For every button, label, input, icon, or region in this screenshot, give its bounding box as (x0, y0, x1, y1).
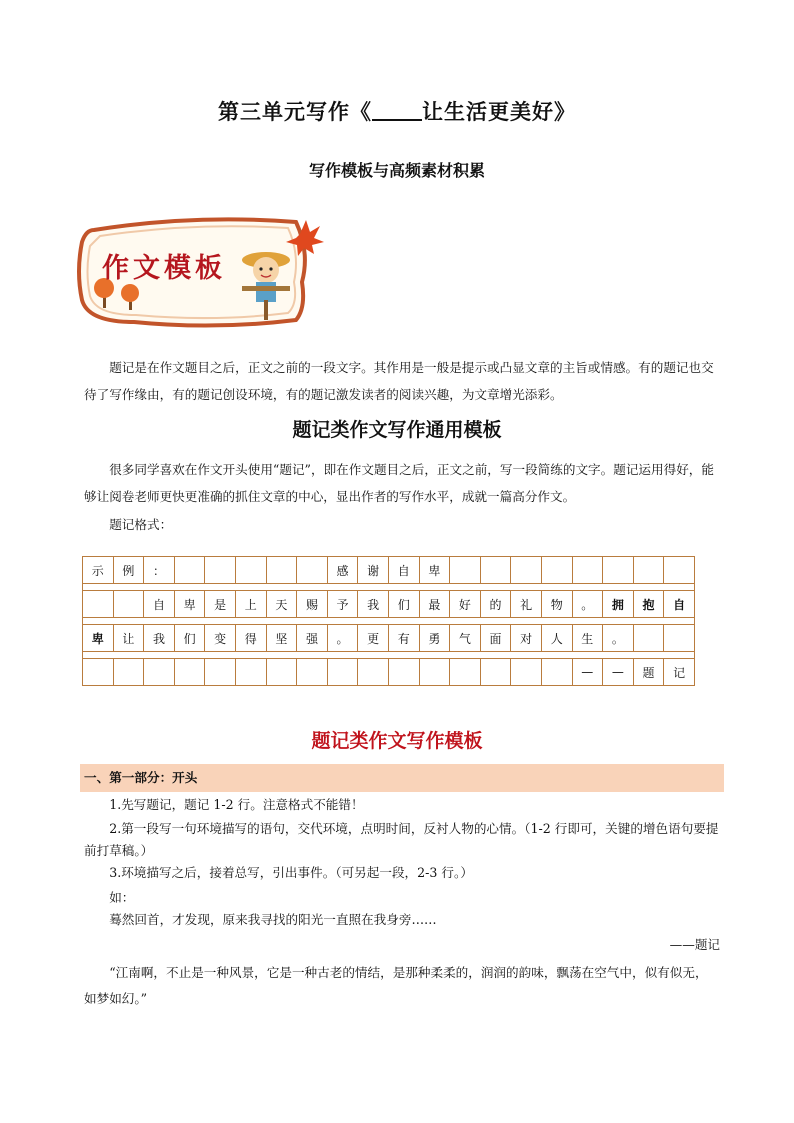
title-suffix: 让生活更美好》 (422, 100, 576, 124)
grid-cell (266, 557, 297, 584)
grid-cell (205, 557, 236, 584)
grid-cell (266, 659, 297, 686)
grid-cell: 勇 (419, 625, 450, 652)
grid-cell (327, 659, 358, 686)
page-title (0, 96, 794, 126)
title-prefix: 第三单元写作《 (218, 100, 372, 124)
section-title-template: 题记类作文写作模板 (311, 730, 483, 752)
grid-row (83, 591, 695, 618)
grid-cell (83, 591, 114, 618)
grid-cell: 抱 (633, 591, 664, 618)
grid-cell: 上 (235, 591, 266, 618)
grid-cell (511, 557, 542, 584)
grid-cell: 感 (327, 557, 358, 584)
grid-cell (450, 659, 481, 686)
grid-cell: 卑 (174, 591, 205, 618)
grid-gap-cell (83, 618, 695, 625)
grid-cell: 自 (388, 557, 419, 584)
grid-cell: 有 (388, 625, 419, 652)
grid-cell (603, 557, 634, 584)
grid-cell: 生 (572, 625, 603, 652)
grid-cell: 坚 (266, 625, 297, 652)
grid-cell: 们 (174, 625, 205, 652)
grid-cell (144, 659, 175, 686)
grid-gap-cell (83, 584, 695, 591)
quote-paragraph: “江南啊，不止是一种风景，它是一种古老的情结，是那种柔柔的，润润的韵味，飘荡在空气中，似有似无，如梦如幻。” (84, 965, 708, 1006)
title-blank (372, 101, 422, 121)
grid-cell: 物 (541, 591, 572, 618)
page-subtitle: 写作模板与高频素材积累 (308, 161, 485, 180)
grid-cell: ： (144, 557, 175, 584)
grid-cell (664, 625, 695, 652)
grid-cell: 谢 (358, 557, 389, 584)
grid-cell: 予 (327, 591, 358, 618)
grid-cell: 赐 (297, 591, 328, 618)
grid-cell (511, 659, 542, 686)
grid-cell: 对 (511, 625, 542, 652)
manuscript-grid (82, 556, 695, 686)
grid-cell (480, 659, 511, 686)
grid-cell: 。 (327, 625, 358, 652)
grid-gap-row (83, 618, 695, 625)
grid-cell: 强 (297, 625, 328, 652)
grid-cell (572, 557, 603, 584)
grid-cell: 礼 (511, 591, 542, 618)
grid-cell (297, 557, 328, 584)
grid-cell (450, 557, 481, 584)
grid-cell: 我 (358, 591, 389, 618)
grid-row (83, 659, 695, 686)
example-label: 如： (109, 890, 135, 905)
grid-cell (235, 659, 266, 686)
grid-cell: 。 (572, 591, 603, 618)
section-title-general-template: 题记类作文写作通用模板 (292, 419, 502, 441)
grid-gap-row (83, 584, 695, 591)
grid-cell (297, 659, 328, 686)
grid-row (83, 625, 695, 652)
grid-cell: 气 (450, 625, 481, 652)
grid-gap-cell (83, 652, 695, 659)
grid-cell: 题 (633, 659, 664, 686)
grid-cell: 我 (144, 625, 175, 652)
grid-cell: 们 (388, 591, 419, 618)
grid-cell: 示 (83, 557, 114, 584)
grid-cell (113, 591, 144, 618)
intro-paragraph: 题记是在作文题目之后，正文之前的一段文字。其作用是一般是提示或凸显文章的主旨或情感。有的题记也交待了写作缘由，有的题记创设环境，有的题记激发读者的阅读兴趣，为文章增光添彩。 (84, 360, 714, 402)
grid-cell (664, 557, 695, 584)
grid-cell: 拥 (603, 591, 634, 618)
grid-cell: 好 (450, 591, 481, 618)
format-label: 题记格式： (109, 517, 173, 532)
grid-cell (174, 557, 205, 584)
grid-cell: 更 (358, 625, 389, 652)
example-line: 蓦然回首，才发现，原来我寻找的阳光一直照在我身旁…… (109, 912, 437, 927)
grid-cell (541, 557, 572, 584)
item-3: 3.环境描写之后，接着总写，引出事件。（可另起一段，2-3 行。） (109, 865, 473, 880)
grid-cell: 让 (113, 625, 144, 652)
grid-cell: 面 (480, 625, 511, 652)
grid-cell (113, 659, 144, 686)
grid-cell: 记 (664, 659, 695, 686)
grid-cell (541, 659, 572, 686)
grid-cell (633, 557, 664, 584)
example-signature: ——题记 (669, 937, 720, 952)
item-2: 2.第一段写一句环境描写的语句，交代环境，点明时间，反衬人物的心情。（1-2 行即可，关键的增色语句要提前打草稿。） (84, 821, 719, 858)
grid-cell: 。 (603, 625, 634, 652)
grid-cell: — (603, 659, 634, 686)
grid-cell: 自 (664, 591, 695, 618)
part-one-header: 一、第一部分：开头 (80, 764, 724, 792)
grid-cell: 例 (113, 557, 144, 584)
grid-cell (205, 659, 236, 686)
grid-cell (388, 659, 419, 686)
grid-cell: 卑 (83, 625, 114, 652)
grid-cell (633, 625, 664, 652)
grid-row (83, 557, 695, 584)
item-1: 1.先写题记，题记 1-2 行。注意格式不能错！ (109, 797, 364, 812)
grid-cell: 天 (266, 591, 297, 618)
grid-cell: 卑 (419, 557, 450, 584)
grid-cell: 得 (235, 625, 266, 652)
grid-cell: — (572, 659, 603, 686)
grid-gap-row (83, 652, 695, 659)
grid-cell: 的 (480, 591, 511, 618)
grid-cell (83, 659, 114, 686)
banner-label: 作文模板 (102, 253, 226, 284)
grid-cell: 是 (205, 591, 236, 618)
composition-template-banner (74, 212, 324, 330)
grid-cell: 变 (205, 625, 236, 652)
grid-cell (358, 659, 389, 686)
grid-cell (480, 557, 511, 584)
section-paragraph: 很多同学喜欢在作文开头使用“题记”，即在作文题目之后，正文之前，写一段简练的文字。题记运用得好，能够让阅卷老师更快更准确的抓住文章的中心，显出作者的写作水平，成就一篇高分作文。 (84, 462, 714, 504)
grid-cell (174, 659, 205, 686)
grid-cell: 自 (144, 591, 175, 618)
grid-cell: 人 (541, 625, 572, 652)
grid-cell (419, 659, 450, 686)
grid-cell: 最 (419, 591, 450, 618)
grid-cell (235, 557, 266, 584)
